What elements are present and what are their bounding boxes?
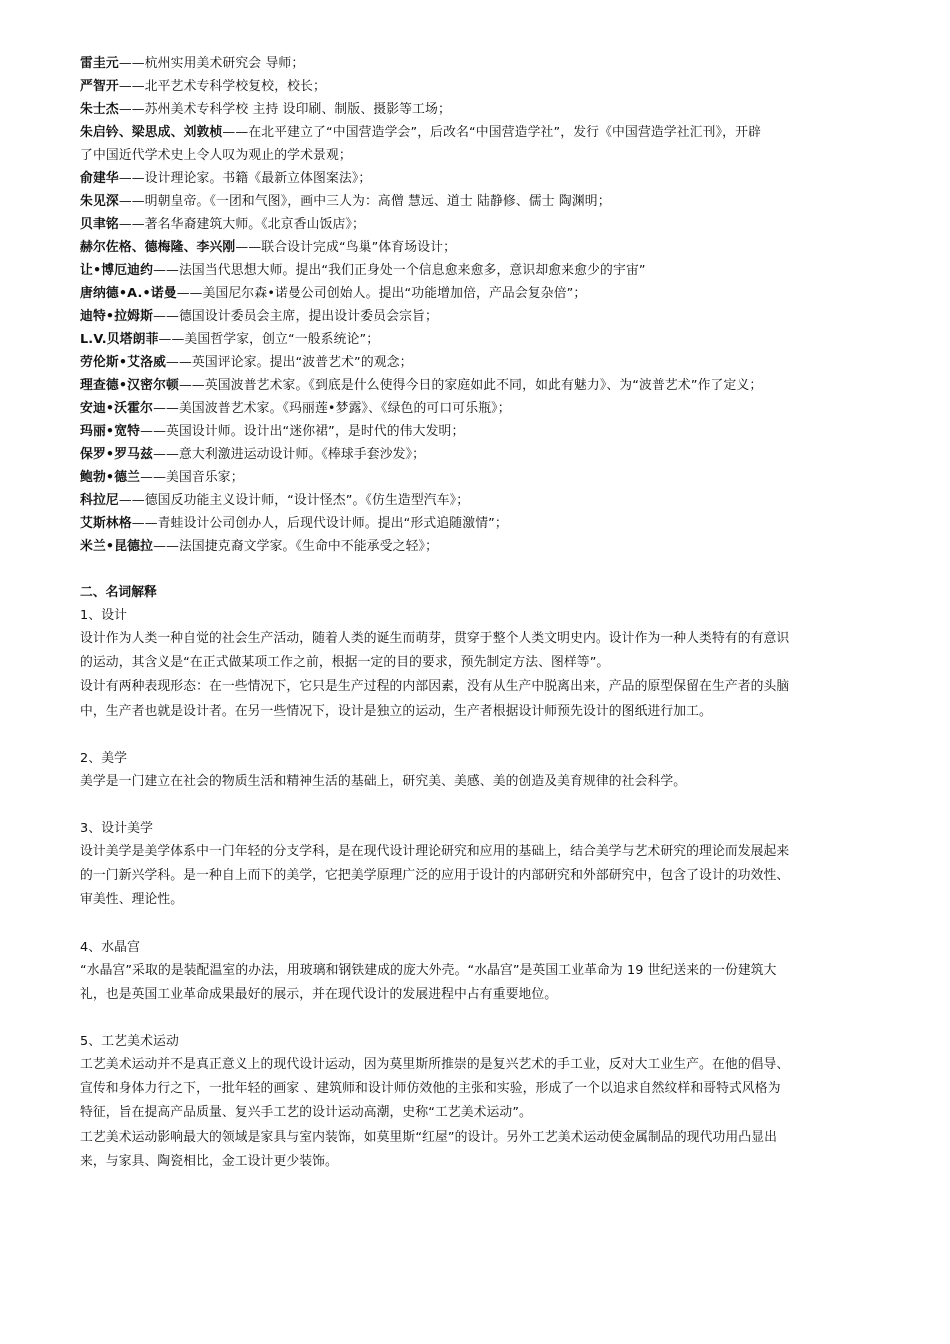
designer-name: 理查德•汉密尔顿 xyxy=(80,378,179,393)
designer-entry xyxy=(80,489,880,512)
designer-name: 朱启钤、梁思成、刘敦桢 xyxy=(80,125,223,140)
designer-entry xyxy=(80,328,880,351)
designer-description: ——美国波普艺术家。《玛丽莲•梦露》、《绿色的可口可乐瓶》； xyxy=(153,401,511,416)
document-page xyxy=(80,52,880,1174)
spacer xyxy=(80,1007,880,1030)
term-paragraph-line: “水晶宫”采取的是装配温室的办法，用玻璃和钢铁建成的庞大外壳。“水晶宫”是英国工业革命为 19 世纪送来的一份建筑大 xyxy=(80,962,777,978)
designer-description: ——在北平建立了“中国营造学会”，后改名“中国营造学社”，发行《中国营造学社汇刊》，开辟 xyxy=(222,125,762,140)
designer-description: ——意大利激进运动设计师。《棒球手套沙发》； xyxy=(153,447,426,462)
designer-description: ——英国波普艺术家。《到底是什么使得今日的家庭如此不同，如此有魅力》、为“波普艺术”作了定义； xyxy=(178,378,763,393)
designer-description: ——北平艺术专科学校复校，校长； xyxy=(118,79,326,94)
designer-entry xyxy=(80,535,880,558)
designer-entry xyxy=(80,52,880,75)
designer-name: 鲍勃•德兰 xyxy=(80,470,141,485)
term-title: 1、设计 xyxy=(80,608,128,623)
designer-name: 艾斯林格 xyxy=(80,516,132,531)
designer-entry xyxy=(80,512,880,535)
designer-entry xyxy=(80,443,880,466)
designer-name: 严智开 xyxy=(80,79,119,94)
designer-description: ——联合设计完成“鸟巢”体育场设计； xyxy=(235,240,457,255)
designer-description: ——美国哲学家，创立“一般系统论”； xyxy=(158,332,380,347)
designer-list xyxy=(80,52,880,558)
designer-name: 米兰•昆德拉 xyxy=(80,539,154,554)
designer-entry xyxy=(80,282,880,305)
designer-entry xyxy=(80,374,880,397)
designer-name: 玛丽•宽特 xyxy=(80,424,141,439)
designer-description: ——明朝皇帝。《一团和气图》，画中三人为：高僧 慧远、道士 陆静修、儒士 陶渊明； xyxy=(118,194,611,209)
designer-name: 科拉尼 xyxy=(80,493,119,508)
designer-description: ——德国设计委员会主席，提出设计委员会宗旨； xyxy=(153,309,438,324)
term-paragraph-line: 工艺美术运动影响最大的领域是家具与室内装饰，如莫里斯“红屋”的设计。另外工艺美术运动使金属制品的现代功用凸显出 xyxy=(80,1129,777,1145)
term-paragraph-line: 设计有两种表现形态：在一些情况下，它只是生产过程的内部因素，没有从生产中脱离出来，产品的原型保留在生产者的头脑 xyxy=(80,679,790,695)
term-paragraph-line: 宣传和身体力行之下，一批年轻的画家 、建筑师和设计师仿效他的主张和实验，形成了一个以追求自然纹样和哥特式风格为 xyxy=(80,1081,781,1097)
term-paragraph-line: 设计作为人类一种自觉的社会生产活动，随着人类的诞生而萌芽，贯穿于整个人类文明史内。设计作为一种人类特有的有意识 xyxy=(80,631,790,646)
designer-entry xyxy=(80,213,880,236)
term-paragraph-line: 中，生产者也就是设计者。在另一些情况下，设计是独立的运动，生产者根据设计师预先设计的图纸进行加工。 xyxy=(80,703,712,719)
designer-name: 让•博厄迪约 xyxy=(80,263,154,278)
term-paragraph-line: 的一门新兴学科。是一种自上而下的美学，它把美学原理广泛的应用于设计的内部研究和外部研究中，包含了设计的功效性、 xyxy=(80,868,790,884)
spacer xyxy=(80,913,880,936)
designer-name: 贝聿铭 xyxy=(80,217,119,232)
spacer xyxy=(80,724,880,747)
designer-description: ——设计理论家。书籍《最新立体图案法》； xyxy=(118,171,372,186)
designer-name: 保罗•罗马兹 xyxy=(80,447,154,462)
designer-description-continued: 了中国近代学术史上令人叹为观止的学术景观； xyxy=(80,148,352,163)
term-paragraph-line: 设计美学是美学体系中一门年轻的分支学科，是在现代设计理论研究和应用的基础上，结合美学与艺术研究的理论而发展起来 xyxy=(80,844,790,860)
designer-entry xyxy=(80,466,880,489)
term-paragraph-line: 礼，也是英国工业革命成果最好的展示，并在现代设计的发展进程中占有重要地位。 xyxy=(80,986,558,1002)
designer-description: ——美国音乐家； xyxy=(140,470,244,485)
designer-entry xyxy=(80,98,880,121)
section-title: 二、名词解释 xyxy=(80,585,157,600)
designer-entry xyxy=(80,75,880,98)
spacer xyxy=(80,794,880,817)
designer-description: ——美国尼尔森•诺曼公司创始人。提出“功能增加倍，产品会复杂倍”； xyxy=(176,286,587,301)
term-title: 2、美学 xyxy=(80,750,128,766)
term-title: 4、水晶宫 xyxy=(80,939,141,955)
designer-description: ——杭州实用美术研究会 导师； xyxy=(118,56,305,71)
term-paragraph-line: 美学是一门建立在社会的物质生活和精神生活的基础上，研究美、美感、美的创造及美育规律的社会科学。 xyxy=(80,773,687,789)
designer-description: ——英国评论家。提出“波普艺术”的观念； xyxy=(166,355,413,370)
designer-entry xyxy=(80,167,880,190)
designer-name: 劳伦斯•艾洛威 xyxy=(80,355,167,370)
designer-name: 唐纳德•A.•诺曼 xyxy=(80,286,177,301)
designer-entry xyxy=(80,190,880,213)
designer-name: 安迪•沃霍尔 xyxy=(80,401,154,416)
designer-description: ——德国反功能主义设计师，“设计怪杰”。《仿生造型汽车》； xyxy=(118,493,470,508)
term-title: 3、设计美学 xyxy=(80,821,154,837)
term-title: 5、工艺美术运动 xyxy=(80,1034,179,1050)
designer-description: ——法国当代思想大师。提出“我们正身处一个信息愈来愈多，意识却愈来愈少的宇宙” xyxy=(153,263,646,278)
designer-entry xyxy=(80,351,880,374)
designer-name: L.V.贝塔朗菲 xyxy=(80,332,159,347)
term-paragraph-line: 来，与家具、陶瓷相比，金工设计更少装饰。 xyxy=(80,1153,338,1169)
term-definitions xyxy=(80,604,880,1174)
designer-entry xyxy=(80,236,880,259)
designer-name: 朱见深 xyxy=(80,194,119,209)
designer-description: ——青蛙设计公司创办人，后现代设计师。提出“形式追随激情”； xyxy=(131,516,508,531)
designer-description: ——苏州美术专科学校 主持 设印刷、制版、摄影等工场； xyxy=(118,102,451,117)
term-paragraph-line: 审美性、理论性。 xyxy=(80,892,184,908)
designer-description: ——英国设计师。设计出“迷你裙”，是时代的伟大发明； xyxy=(140,424,465,439)
designer-entry xyxy=(80,305,880,328)
designer-entry xyxy=(80,121,880,144)
designer-entry xyxy=(80,420,880,443)
designer-name: 赫尔佐格、德梅隆、李兴刚 xyxy=(80,240,236,255)
designer-name: 俞建华 xyxy=(80,171,119,186)
designer-name: 朱士杰 xyxy=(80,102,119,117)
term-paragraph-line: 的运动，其含义是“在正式做某项工作之前，根据一定的目的要求，预先制定方法、图样等”。 xyxy=(80,655,610,671)
designer-entry xyxy=(80,259,880,282)
designer-description: ——著名华裔建筑大师。《北京香山饭店》； xyxy=(118,217,365,232)
designer-name: 雷圭元 xyxy=(80,56,119,71)
designer-name: 迪特•拉姆斯 xyxy=(80,309,154,324)
term-paragraph-line: 特征，旨在提高产品质量、复兴手工艺的设计运动高潮，史称“工艺美术运动”。 xyxy=(80,1105,532,1121)
term-paragraph-line: 工艺美术运动并不是真正意义上的现代设计运动，因为莫里斯所推崇的是复兴艺术的手工业，反对大工业生产。在他的倡导、 xyxy=(80,1057,790,1073)
designer-entry xyxy=(80,397,880,420)
designer-description: ——法国捷克裔文学家。《生命中不能承受之轻》； xyxy=(153,539,439,554)
